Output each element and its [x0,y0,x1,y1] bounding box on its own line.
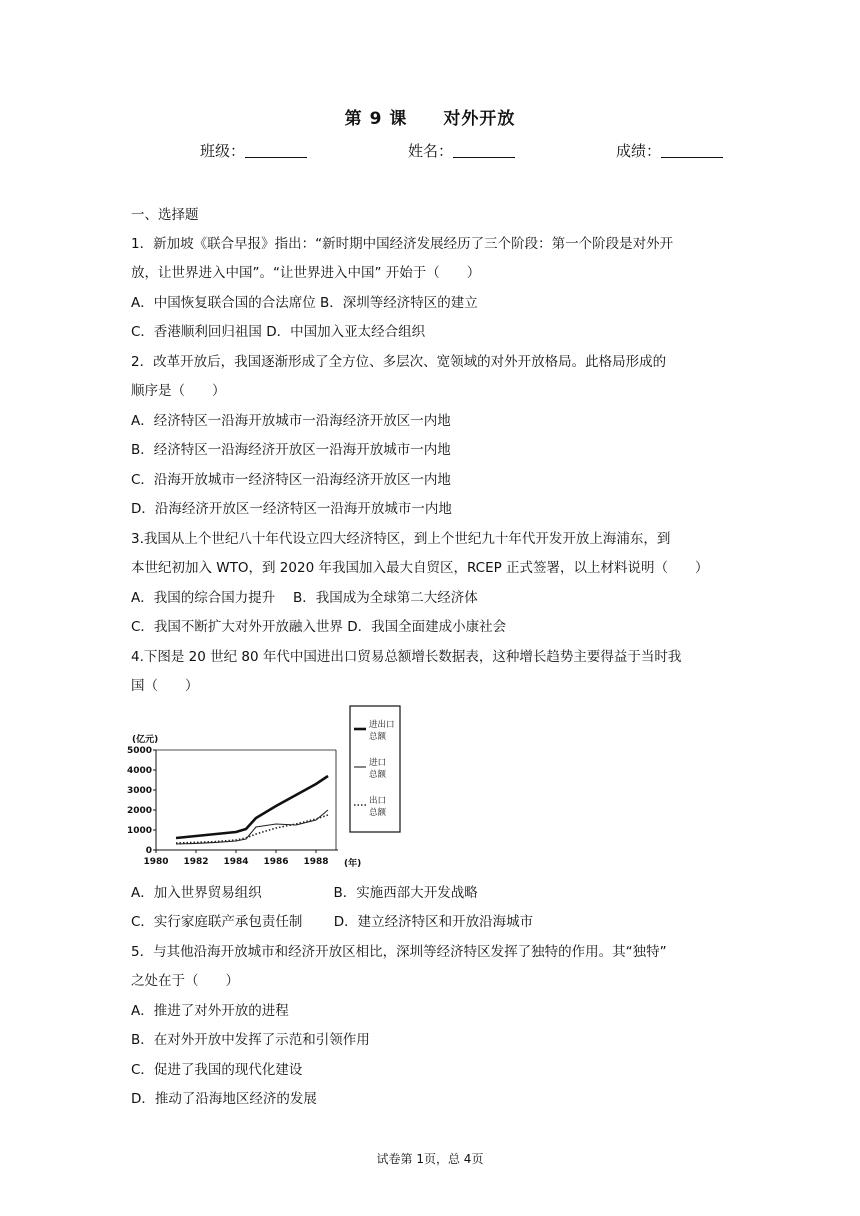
y-tick-label: 0 [145,846,152,856]
y-axis-unit-label: (亿元) [132,735,159,745]
question-3-stem-line-2: 本世纪初加入 WTO，到 2020 年我国加入最大自贸区，RCEP 正式签署，以上材料说明（ ） [131,560,709,576]
score-label: 成绩： [616,142,662,160]
page-title [0,104,860,129]
question-3-stem-line-1: 3.我国从上个世纪八十年代设立四大经济特区，到上个世纪九十年代开发开放上海浦东，到 [131,531,671,547]
x-tick-label: 1982 [183,857,209,867]
lesson-name: 对外开放 [443,109,516,129]
x-tick-label: 1986 [263,857,289,867]
section-heading: 一、选择题 [131,207,199,223]
legend-label-3-line-1: 出口 [369,796,387,806]
question-2-option-b: B．经济特区一沿海经济开放区一沿海开放城市一内地 [131,442,451,458]
question-5-option-d: D．推动了沿海地区经济的发展 [131,1091,317,1107]
question-2-option-d: D．沿海经济开放区一经济特区一沿海开放城市一内地 [131,501,452,517]
y-tick-label: 2000 [126,806,152,816]
question-4-option-ab: A．加入世界贸易组织 B．实施西部大开发战略 [131,885,478,901]
x-tick-label: 1984 [223,857,249,867]
legend-label-1-line-2: 总额 [369,732,387,742]
y-tick-label: 3000 [126,786,152,796]
question-5-option-c: C．促进了我国的现代化建设 [131,1062,303,1078]
score-field [616,140,723,161]
question-1-stem-line-2: 放，让世界进入中国”。“让世界进入中国” 开始于（ ） [131,265,481,281]
y-tick-label: 1000 [126,826,152,836]
question-2-stem-line-2: 顺序是（ ） [131,383,226,399]
y-tick-label: 4000 [126,766,152,776]
question-4-stem-line-1: 4.下图是 20 世纪 80 年代中国进出口贸易总额增长数据表，这种增长趋势主要得益于当时我 [131,649,682,665]
x-axis-unit-label: (年) [344,859,362,869]
lesson-number: 第 9 课 [344,109,408,129]
question-3-option-cd: C．我国不断扩大对外开放融入世界 D．我国全面建成小康社会 [131,619,507,635]
question-2-stem-line-1: 2．改革开放后，我国逐渐形成了全方位、多层次、宽领域的对外开放格局。此格局形成的 [131,354,667,370]
question-5-stem-line-1: 5．与其他沿海开放城市和经济开放区相比，深圳等经济特区发挥了独特的作用。其“独特” [131,944,667,960]
question-1-stem-line-1: 1．新加坡《联合早报》指出：“新时期中国经济发展经历了三个阶段：第一个阶段是对外开 [131,236,674,252]
class-field [200,140,307,161]
question-1-option-cd: C．香港顺利回归祖国 D．中国加入亚太经合组织 [131,324,426,340]
series-line-2 [176,810,328,844]
x-tick-label: 1980 [143,857,169,867]
question-5-option-b: B．在对外开放中发挥了示范和引领作用 [131,1032,370,1048]
x-tick-label: 1988 [303,857,329,867]
legend-label-3-line-2: 总额 [369,808,387,818]
question-3-option-ab: A．我国的综合国力提升 B．我国成为全球第二大经济体 [131,590,478,606]
question-2-option-c: C．沿海开放城市一经济特区一沿海经济开放区一内地 [131,472,451,488]
page-footer: 试卷第 1页，总 4页 [376,1152,484,1166]
question-4-stem-line-2: 国（ ） [131,678,199,694]
question-4-option-cd: C．实行家庭联产承包责任制 D．建立经济特区和开放沿海城市 [131,914,534,930]
score-blank [661,143,723,158]
name-label: 姓名： [408,142,454,160]
question-1-option-ab: A．中国恢复联合国的合法席位 B．深圳等经济特区的建立 [131,295,478,311]
series-line-3 [176,815,328,843]
question-5-stem-line-2: 之处在于（ ） [131,973,239,989]
question-5-option-a: A．推进了对外开放的进程 [131,1003,289,1019]
y-tick-label: 5000 [126,746,152,756]
series-line-1 [176,776,328,838]
legend-label-1-line-1: 进出口 [369,720,395,730]
question-2-option-a: A．经济特区一沿海开放城市一沿海经济开放区一内地 [131,413,451,429]
class-blank [245,143,307,158]
name-blank [453,143,515,158]
legend-label-2-line-2: 总额 [369,770,387,780]
name-field [408,140,515,161]
trade-line-chart [118,704,418,880]
class-label: 班级： [200,142,246,160]
legend-label-2-line-1: 进口 [369,758,387,768]
